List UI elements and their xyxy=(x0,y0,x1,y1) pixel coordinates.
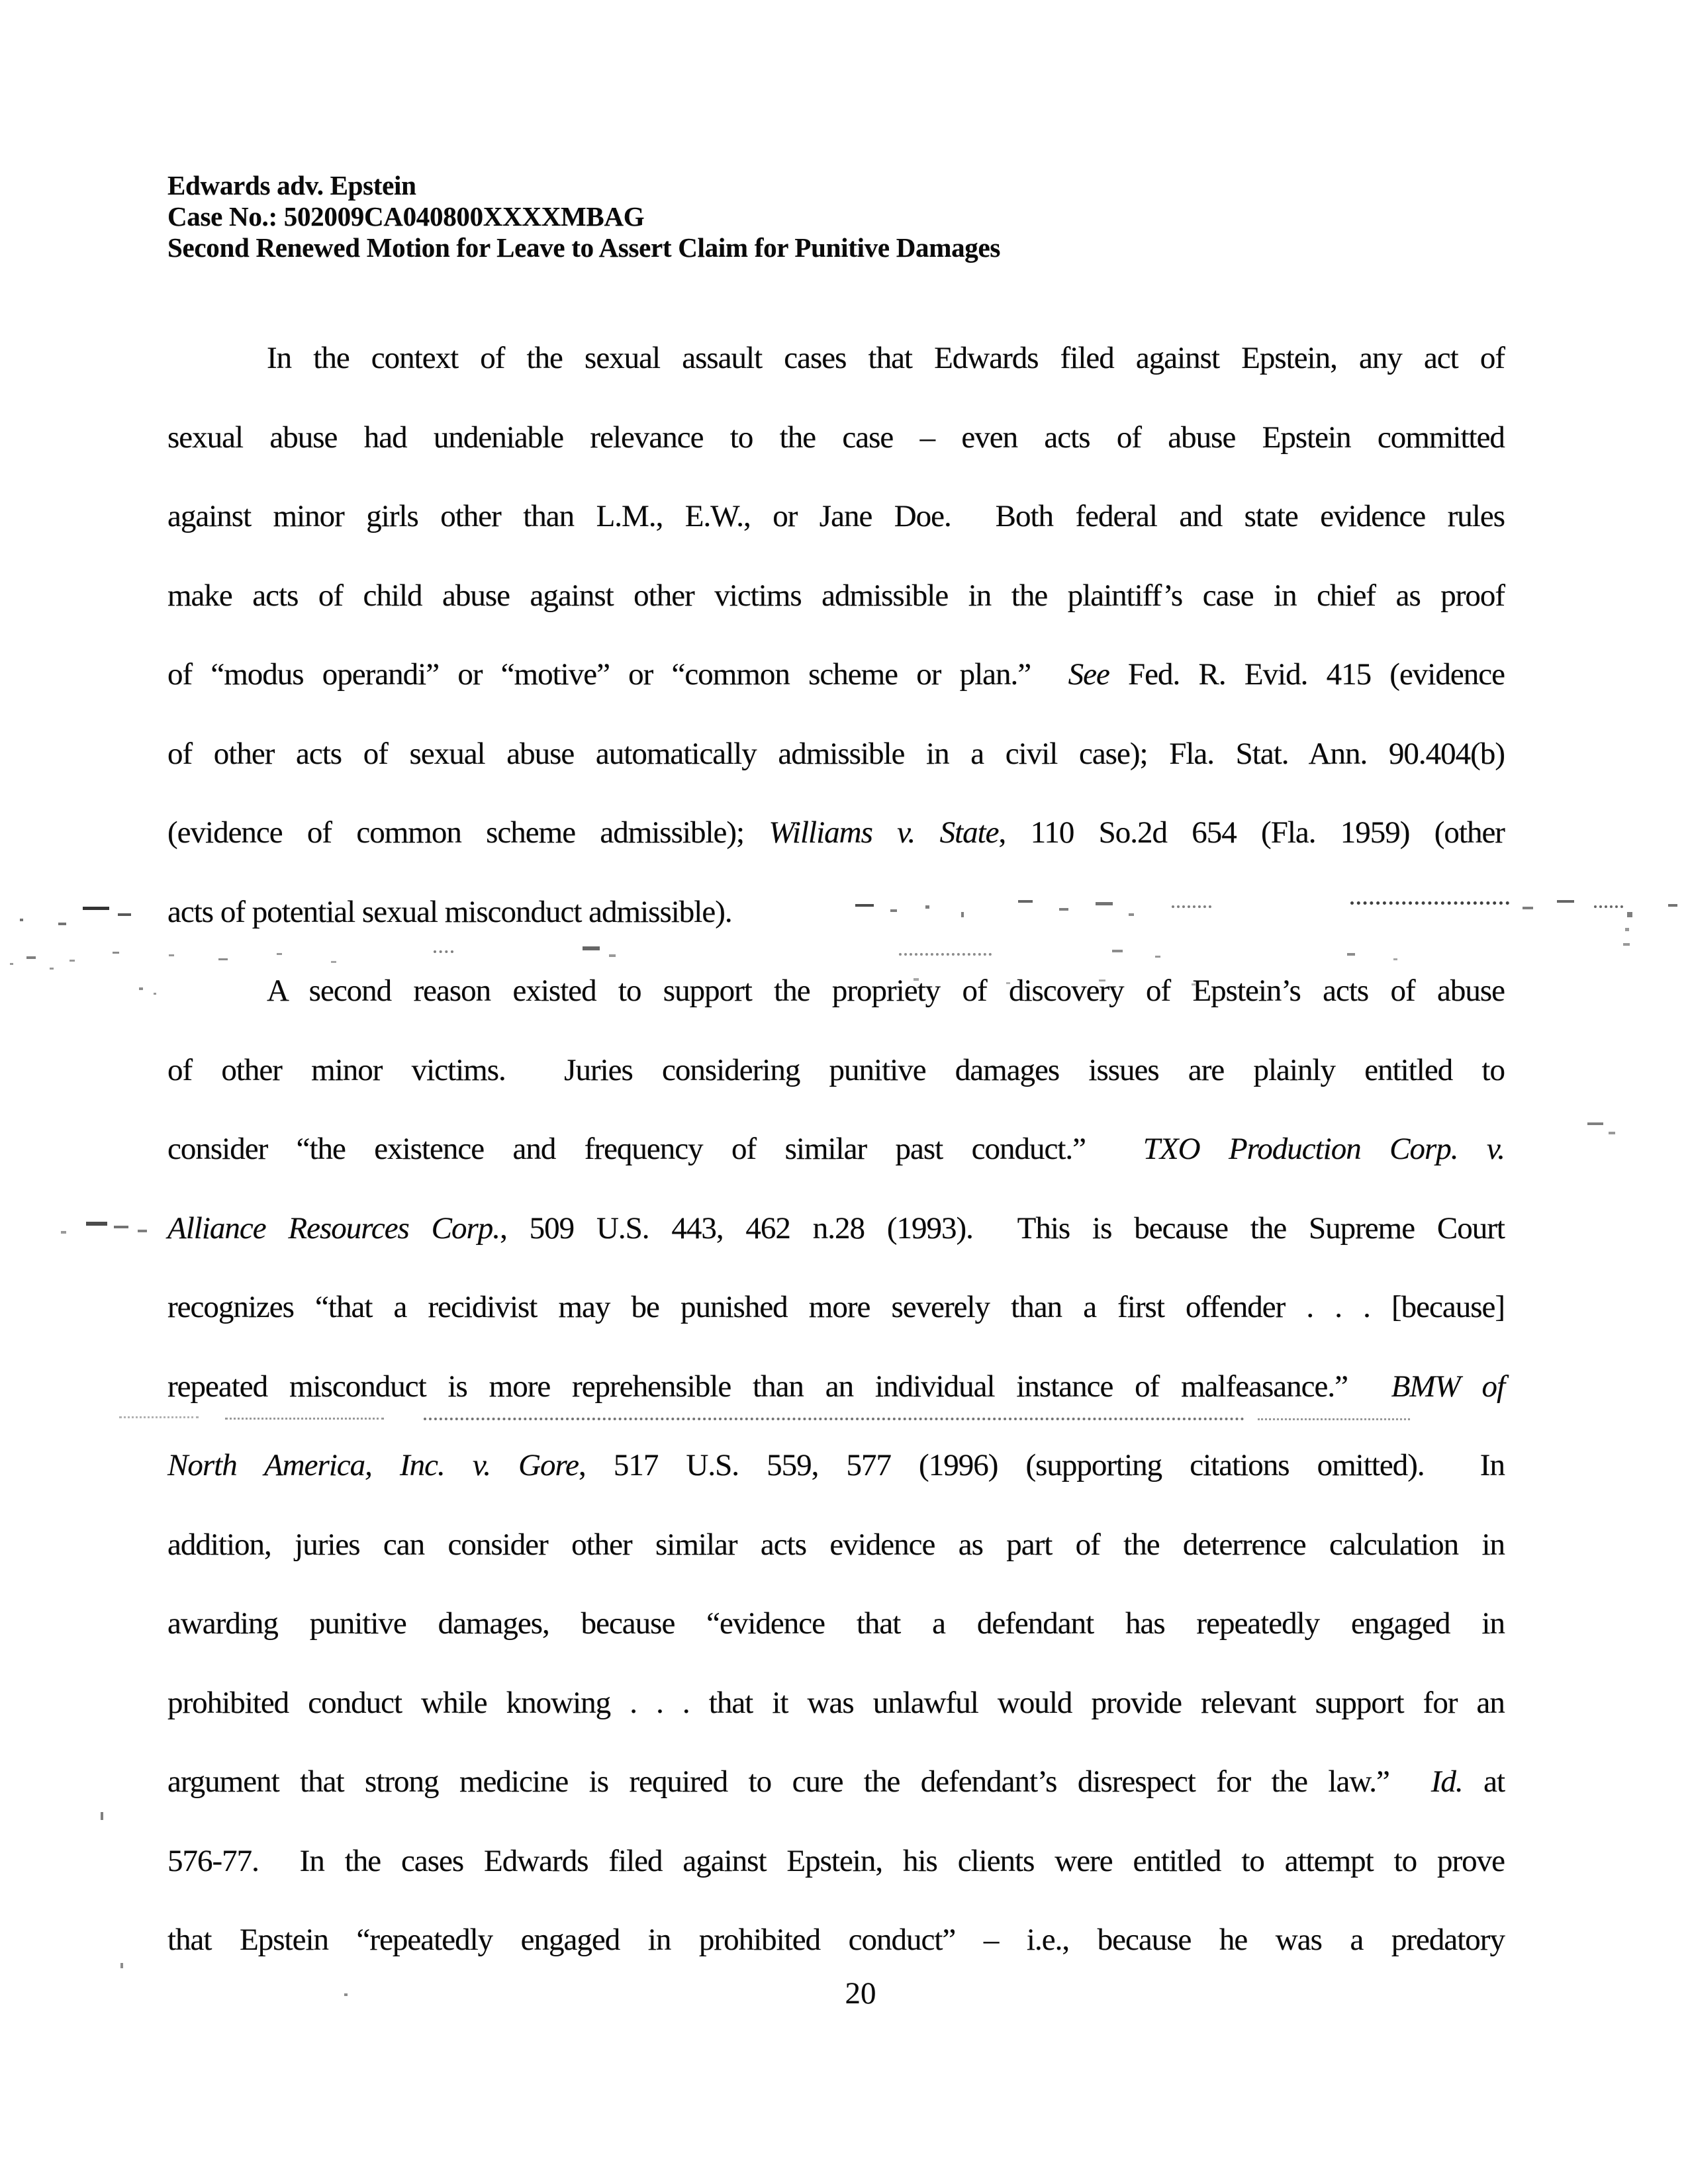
scan-noise-speck xyxy=(113,952,119,954)
case-caption xyxy=(167,170,1000,263)
body-line: of “modus operandi” or “motive” or “common scheme or plan.” See Fed. R. Evid. 415 (evidence xyxy=(167,657,1505,692)
paragraph xyxy=(167,952,1505,1980)
scan-noise-speck xyxy=(86,1222,107,1226)
body-line: that Epstein “repeatedly engaged in prohibited conduct” – i.e., because he was a predatory xyxy=(167,1923,1505,1957)
body-line: recognizes “that a recidivist may be punished more severely than a first offender . . . [because] xyxy=(167,1290,1505,1324)
body-line: prohibited conduct while knowing . . . that it was unlawful would provide relevant support for an xyxy=(167,1685,1505,1720)
body-line: (evidence of common scheme admissible); Williams v. State, 110 So.2d 654 (Fla. 1959) (other xyxy=(167,815,1505,850)
caption-case-number-line: Case No.: 502009CA040800XXXXMBAG xyxy=(167,201,645,232)
scan-noise-speck xyxy=(101,1812,103,1820)
scan-noise-speck xyxy=(1625,928,1629,931)
body-line: repeated misconduct is more reprehensible than an individual instance of malfeasance.” BMW of xyxy=(167,1369,1505,1404)
scan-noise-speck xyxy=(114,1226,128,1228)
body-line: North America, Inc. v. Gore, 517 U.S. 559, 577 (1996) (supporting citations omitted). In xyxy=(167,1448,1505,1482)
page-number: 20 xyxy=(845,1976,876,2011)
caption-motion-title-line: Second Renewed Motion for Leave to Assert Claim for Punitive Damages xyxy=(167,232,1001,263)
scan-noise-speck xyxy=(154,993,156,995)
scan-noise-speck xyxy=(20,919,23,921)
scan-noise-speck xyxy=(1668,904,1677,907)
scan-noise-speck xyxy=(1557,900,1574,903)
scan-noise-speck xyxy=(10,963,13,965)
paragraph xyxy=(167,319,1505,952)
body-line: consider “the existence and frequency of similar past conduct.” TXO Production Corp. v. xyxy=(167,1132,1505,1166)
body-line: sexual abuse had undeniable relevance to the case – even acts of abuse Epstein committed xyxy=(167,420,1505,455)
body-line: of other minor victims. Juries considering punitive damages issues are plainly entitled to xyxy=(167,1052,1505,1087)
scan-noise-speck xyxy=(138,1230,147,1232)
scan-noise-speck xyxy=(26,956,36,959)
body-line: against minor girls other than L.M., E.W., or Jane Doe. Both federal and state evidence rules xyxy=(167,499,1505,533)
body-line: Alliance Resources Corp., 509 U.S. 443, 462 n.28 (1993). This is because the Supreme Court xyxy=(167,1210,1505,1246)
document-body xyxy=(167,319,1505,1980)
scan-noise-speck xyxy=(118,913,131,916)
scan-noise-speck xyxy=(70,960,75,962)
scan-noise-speck xyxy=(120,1963,123,1968)
body-line: of other acts of sexual abuse automatically admissible in a civil case); Fla. Stat. Ann. 90.404(b) xyxy=(167,736,1505,771)
scan-noise-speck xyxy=(83,907,109,910)
scan-noise-speck xyxy=(1523,907,1533,909)
caption-party-line: Edwards adv. Epstein xyxy=(167,170,416,201)
body-line: acts of potential sexual misconduct admissible). xyxy=(167,894,732,929)
scan-noise-speck xyxy=(139,987,143,990)
body-line: addition, juries can consider other similar acts evidence as part of the deterrence calculation in xyxy=(167,1527,1505,1562)
scan-noise-speck xyxy=(1623,943,1630,946)
body-line: In the context of the sexual assault cases that Edwards filed against Epstein, any act of xyxy=(267,341,1505,375)
body-line: make acts of child abuse against other victims admissible in the plaintiff’s case in chief as proof xyxy=(167,578,1505,613)
body-line: 576-77. In the cases Edwards filed against Epstein, his clients were entitled to attempt to prove xyxy=(167,1843,1505,1878)
scan-noise-speck xyxy=(1627,912,1632,917)
body-line: awarding punitive damages, because “evidence that a defendant has repeatedly engaged in xyxy=(167,1606,1505,1641)
scan-noise-speck xyxy=(50,968,54,970)
scan-noise-speck xyxy=(1609,1132,1615,1134)
scan-noise-speck xyxy=(1587,1122,1603,1125)
scan-noise-speck xyxy=(61,1231,66,1234)
body-line: argument that strong medicine is required to cure the defendant’s disrespect for the law.” Id. at xyxy=(167,1764,1505,1799)
scan-noise-speck xyxy=(1594,905,1623,908)
scan-noise-speck xyxy=(58,923,66,925)
body-line: A second reason existed to support the propriety of discovery of Epstein’s acts of abuse xyxy=(267,974,1505,1008)
